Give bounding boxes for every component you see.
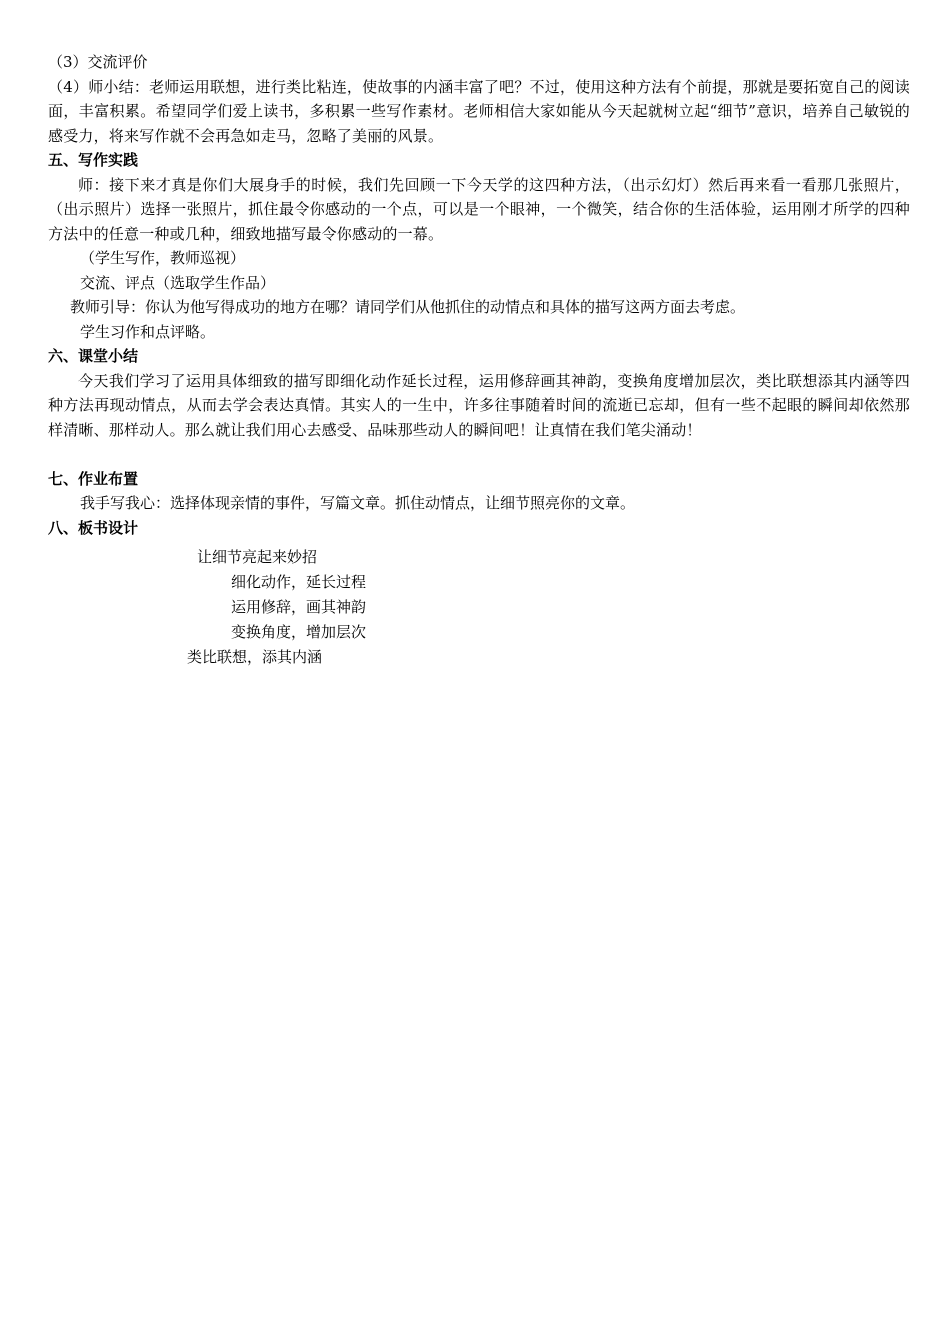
student-writing-note: （学生写作，教师巡视） [80,249,246,267]
board-item: 运用修辞，画其神韵 [231,598,367,616]
homework-paragraph: 我手写我心：选择体现亲情的事件，写篇文章。抓住动情点，让细节照亮你的文章。 [80,494,636,512]
board-item: 类比联想，添其内涵 [187,648,323,666]
teacher-guidance: 教师引导：你认为他写得成功的地方在哪？请同学们从他抓住的动情点和具体的描写这两方面去考虑。 [70,298,746,316]
item-3-exchange-evaluation: （3）交流评价 [48,53,148,71]
heading-class-summary: 六、课堂小结 [48,347,139,365]
exchange-comment-note: 交流、评点（选取学生作品） [80,273,276,292]
item-4-teacher-summary: （4）师小结：老师运用联想，进行类比粘连，使故事的内涵丰富了吧？不过，使用这种方法有个前提，那就是要拓宽自己的阅读面，丰富积累。希望同学们爱上读书，多积累一些写作素材。老师相信大家如能从今天起就树立起“细节”意识，培养自己敏锐的感受力，将来写作就不会再急如走马，忽略了美丽的风景。 [48,77,910,145]
heading-writing-practice: 五、写作实践 [48,151,139,169]
class-summary-paragraph: 今天我们学习了运用具体细致的描写即细化动作延长过程，运用修辞画其神韵，变换角度增加层次，类比联想添其内涵等四种方法再现动情点，从而去学会表达真情。其实人的一生中，许多往事随着时间的流逝已忘却，但有一些不起眼的瞬间却依然那样清晰、那样动人。那么就让我们用心去感受、品味那些动人的瞬间吧！让真情在我们笔尖涌动！ [48,371,910,439]
student-work-note: 学生习作和点评略。 [80,322,216,341]
board-title: 让细节亮起来妙招 [197,548,318,566]
heading-homework: 七、作业布置 [48,469,139,488]
board-item: 细化动作，延长过程 [231,573,367,591]
board-item: 变换角度，增加层次 [231,623,367,641]
heading-board-design: 八、板书设计 [48,518,139,537]
writing-practice-paragraph: 师：接下来才真是你们大展身手的时候，我们先回顾一下今天学的这四种方法，（出示幻灯）然后再来看一看那几张照片，（出示照片）选择一张照片，抓住最令你感动的一个点，可以是一个眼神，一个微笑，结合你的生活体验，运用刚才所学的四种方法中的任意一种或几种，细致地描写最令你感动的一幕。 [48,175,910,243]
